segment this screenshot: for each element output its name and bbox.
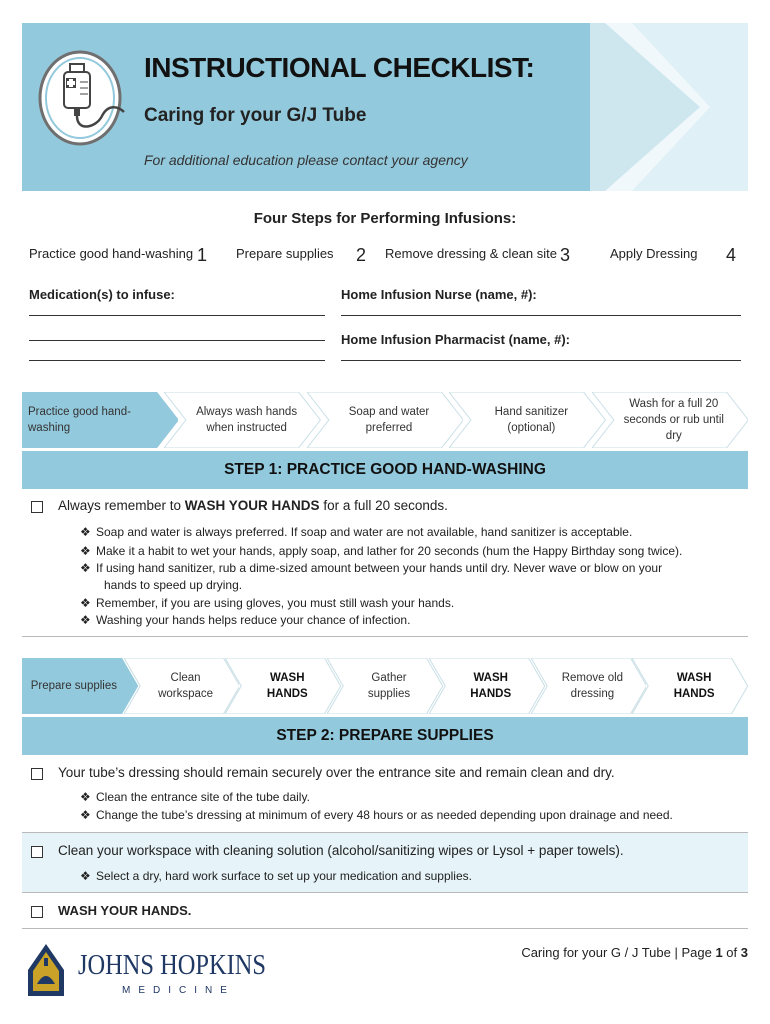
nurse-label: Home Infusion Nurse (name, #): (341, 287, 537, 302)
bullet-text: If using hand sanitizer, rub a dime-sized amount between your hands until dry. Never wave or blow on your (96, 561, 663, 575)
chevron-label: WASH HANDS (673, 671, 715, 700)
diamond-bullet-icon: ❖ (80, 869, 91, 883)
nurse-line[interactable] (341, 315, 741, 316)
checkbox-icon[interactable] (31, 768, 43, 780)
step-number-1: 1 (197, 245, 208, 265)
chevron-step (124, 658, 240, 714)
diamond-bullet-icon: ❖ (80, 544, 91, 558)
medication-line-1[interactable] (29, 315, 325, 316)
check-text-pre: Always remember to (58, 498, 185, 513)
bullet-text: Washing your hands helps reduce your chance of infection. (96, 613, 411, 627)
medication-line-3[interactable] (29, 360, 325, 361)
check-text-bold: WASH YOUR HANDS (184, 498, 320, 513)
list-item (80, 595, 454, 612)
chevron-step (22, 658, 138, 714)
page-title: INSTRUCTIONAL CHECKLIST: (144, 52, 535, 83)
medication-label: Medication(s) to infuse: (29, 287, 175, 302)
divider (22, 832, 748, 833)
chevron-step (225, 658, 341, 714)
step-number-2: 2 (356, 245, 367, 265)
medication-line-2[interactable] (29, 340, 325, 341)
list-item (80, 560, 662, 577)
chevron-label: Remove old dressing (561, 671, 624, 700)
list-item-continuation: hands to speed up drying. (104, 578, 243, 592)
chevron-label: Clean workspace (158, 671, 214, 700)
pharmacist-label: Home Infusion Pharmacist (name, #): (341, 332, 570, 347)
chevron-step (22, 392, 178, 448)
chevron-label: Gather supplies (367, 671, 411, 700)
diamond-bullet-icon: ❖ (80, 790, 91, 804)
diamond-bullet-icon: ❖ (80, 561, 91, 575)
step2-check2-text: Clean your workspace with cleaning solution (alcohol/sanitizing wipes or Lysol + paper towels). (58, 843, 624, 858)
diamond-bullet-icon: ❖ (80, 613, 91, 627)
step2-check3-text: WASH YOUR HANDS. (58, 903, 192, 918)
footer-text-mid: of (722, 945, 741, 960)
chevron-step (307, 392, 463, 448)
page-subtitle: Caring for your G/J Tube (144, 105, 367, 126)
bullet-text: Select a dry, hard work surface to set up your medication and supplies. (96, 869, 472, 883)
pharmacist-line[interactable] (341, 360, 741, 361)
footer-text-pre: Caring for your G / J Tube | Page (521, 945, 716, 960)
shield-logo-icon (24, 940, 274, 1000)
chevron-label: WASH HANDS (470, 671, 512, 700)
diamond-bullet-icon: ❖ (80, 596, 91, 610)
checkbox-icon[interactable] (31, 501, 43, 513)
footer-page: 1 (715, 945, 723, 960)
bullet-text: Clean the entrance site of the tube daily. (96, 790, 310, 804)
four-steps-heading: Four Steps for Performing Infusions: (253, 210, 517, 227)
chevron-step (632, 658, 748, 714)
footer-logo-sub: MEDICINE (122, 985, 235, 996)
step2-check1-text: Your tube’s dressing should remain securely over the entrance site and remain clean and dry. (58, 765, 615, 780)
step2-banner: STEP 2: PREPARE SUPPLIES (22, 717, 748, 755)
step-label-2: Prepare supplies (236, 246, 334, 261)
divider (22, 928, 748, 929)
step-label-1: Practice good hand-washing (29, 246, 194, 261)
footer-total: 3 (740, 945, 748, 960)
contact-note: For additional education please contact your agency (144, 152, 468, 168)
checkbox-icon[interactable] (31, 846, 43, 858)
step-label-4: Apply Dressing (610, 246, 698, 261)
bullet-text: Make it a habit to wet your hands, apply soap, and lather for 20 seconds (hum the Happy Birthday song twice). (96, 544, 683, 558)
diamond-bullet-icon: ❖ (80, 808, 91, 822)
list-item (80, 612, 410, 629)
step-number-3: 3 (560, 245, 571, 265)
chevron-label: Wash for a full 20 seconds or rub until dry (623, 397, 724, 443)
chevron-label: Hand sanitizer (optional) (494, 405, 569, 434)
chevron-label: Always wash hands when instructed (196, 405, 298, 434)
list-item (80, 807, 673, 824)
step-label-3: Remove dressing & clean site (385, 246, 557, 261)
chevron-step (429, 658, 545, 714)
chevron-step (327, 658, 443, 714)
bullet-text: Soap and water is always preferred. If soap and water are not available, hand sanitizer is acceptable. (96, 525, 633, 539)
step-number-4: 4 (726, 245, 737, 265)
bullet-text: Remember, if you are using gloves, you must still wash your hands. (96, 596, 455, 610)
step1-check-text (58, 498, 448, 513)
chevron-step (449, 392, 605, 448)
chevron-label: Prepare supplies (30, 679, 117, 692)
chevron-label: Soap and water preferred (348, 405, 430, 434)
chevron-label: WASH HANDS (266, 671, 308, 700)
list-item (80, 524, 632, 541)
diamond-bullet-icon: ❖ (80, 525, 91, 539)
iv-bag-icon (36, 42, 132, 154)
divider (22, 636, 748, 637)
list-item (80, 789, 310, 806)
chevron-step (592, 392, 748, 448)
chevron-step (531, 658, 647, 714)
page-footer (521, 945, 748, 960)
list-item (80, 543, 682, 560)
divider (22, 892, 748, 893)
step1-banner: STEP 1: PRACTICE GOOD HAND-WASHING (22, 451, 748, 489)
chevron-step (164, 392, 320, 448)
checkbox-icon[interactable] (31, 906, 43, 918)
footer-logo-name: JOHNS HOPKINS (78, 950, 266, 981)
check-text-post: for a full 20 seconds. (319, 498, 448, 513)
list-item (80, 868, 472, 885)
bullet-text: Change the tube’s dressing at minimum of every 48 hours or as needed depending upon drainage and need. (96, 808, 673, 822)
chevron-label: Practice good hand-washing (28, 405, 131, 434)
